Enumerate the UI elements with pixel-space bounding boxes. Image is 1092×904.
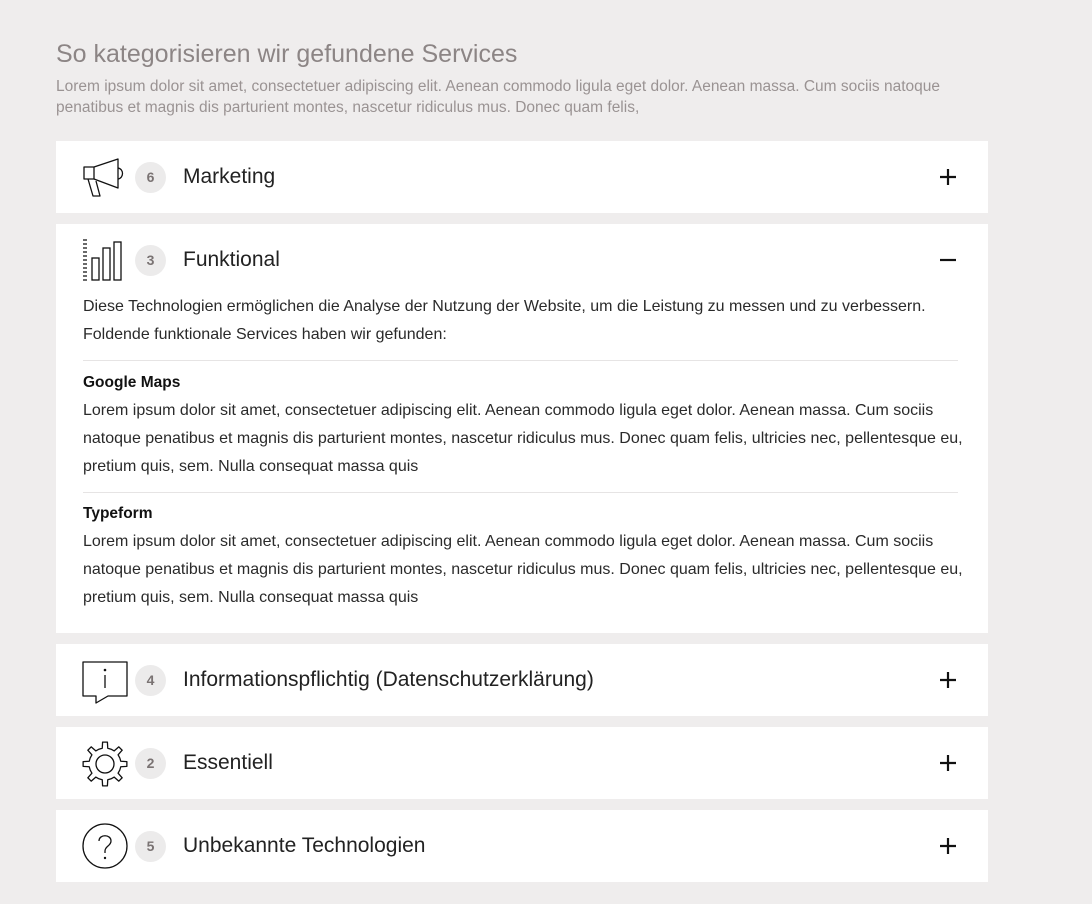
category-panel-informationspflichtig bbox=[56, 644, 988, 716]
divider bbox=[83, 360, 958, 361]
category-label: Funktional bbox=[183, 248, 280, 271]
service-name: Typeform bbox=[83, 505, 153, 522]
category-count-badge: 6 bbox=[135, 162, 166, 193]
category-header-marketing[interactable] bbox=[56, 141, 988, 213]
category-header-unbekannte-technologien[interactable] bbox=[56, 810, 988, 882]
category-header-essentiell[interactable] bbox=[56, 727, 988, 799]
category-label: Essentiell bbox=[183, 751, 273, 774]
category-panel-funktional bbox=[56, 224, 988, 633]
category-header-informationspflichtig[interactable] bbox=[56, 644, 988, 716]
category-label: Marketing bbox=[183, 165, 276, 188]
category-count-badge: 5 bbox=[135, 831, 166, 862]
info-speech-bubble-icon bbox=[82, 660, 130, 702]
category-count-badge: 4 bbox=[135, 665, 166, 696]
bar-chart-icon bbox=[82, 238, 130, 280]
divider bbox=[83, 492, 958, 493]
category-header-funktional[interactable] bbox=[56, 224, 988, 296]
expand-plus-icon[interactable] bbox=[936, 165, 960, 189]
category-count-badge: 2 bbox=[135, 748, 166, 779]
service-item-google-maps bbox=[83, 373, 963, 481]
expand-plus-icon[interactable] bbox=[936, 834, 960, 858]
question-circle-icon bbox=[82, 823, 130, 865]
category-panel-unbekannte-technologien bbox=[56, 810, 988, 882]
expand-plus-icon[interactable] bbox=[936, 751, 960, 775]
gear-icon bbox=[81, 740, 129, 782]
service-description: Lorem ipsum dolor sit amet, consectetuer adipiscing elit. Aenean commodo ligula eget dolor. Aenean massa. Cum sociis natoque penatibus et magnis dis parturient montes, nascetur ridiculus mus. Donec quam felis, ultricies nec, pellentesque eu, pretium quis, sem. Nulla consequat massa quis bbox=[83, 402, 963, 475]
page-title: So kategorisieren wir gefundene Services bbox=[56, 40, 518, 68]
intro-text: Lorem ipsum dolor sit amet, consectetuer adipiscing elit. Aenean commodo ligula eget dolor. Aenean massa. Cum sociis natoque penatibus et magnis dis parturient montes, nascetur ridiculus mus. Donec quam felis, bbox=[56, 78, 940, 116]
expand-plus-icon[interactable] bbox=[936, 668, 960, 692]
collapse-minus-icon[interactable] bbox=[936, 248, 960, 272]
category-count-badge: 3 bbox=[135, 245, 166, 276]
megaphone-icon bbox=[82, 157, 130, 199]
category-description: Diese Technologien ermöglichen die Analyse der Nutzung der Website, um die Leistung zu messen und zu verbessern. Foldende funktionale Services haben wir gefunden: bbox=[83, 298, 926, 343]
service-description: Lorem ipsum dolor sit amet, consectetuer adipiscing elit. Aenean commodo ligula eget dolor. Aenean massa. Cum sociis natoque penatibus et magnis dis parturient montes, nascetur ridiculus mus. Donec quam felis, ultricies nec, pellentesque eu, pretium quis, sem. Nulla consequat massa quis bbox=[83, 533, 963, 606]
category-label: Informationspflichtig (Datenschutzerklärung) bbox=[183, 668, 594, 691]
service-name: Google Maps bbox=[83, 374, 181, 391]
category-panel-marketing bbox=[56, 141, 988, 213]
service-item-typeform bbox=[83, 504, 963, 612]
category-label: Unbekannte Technologien bbox=[183, 834, 426, 857]
category-panel-essentiell bbox=[56, 727, 988, 799]
